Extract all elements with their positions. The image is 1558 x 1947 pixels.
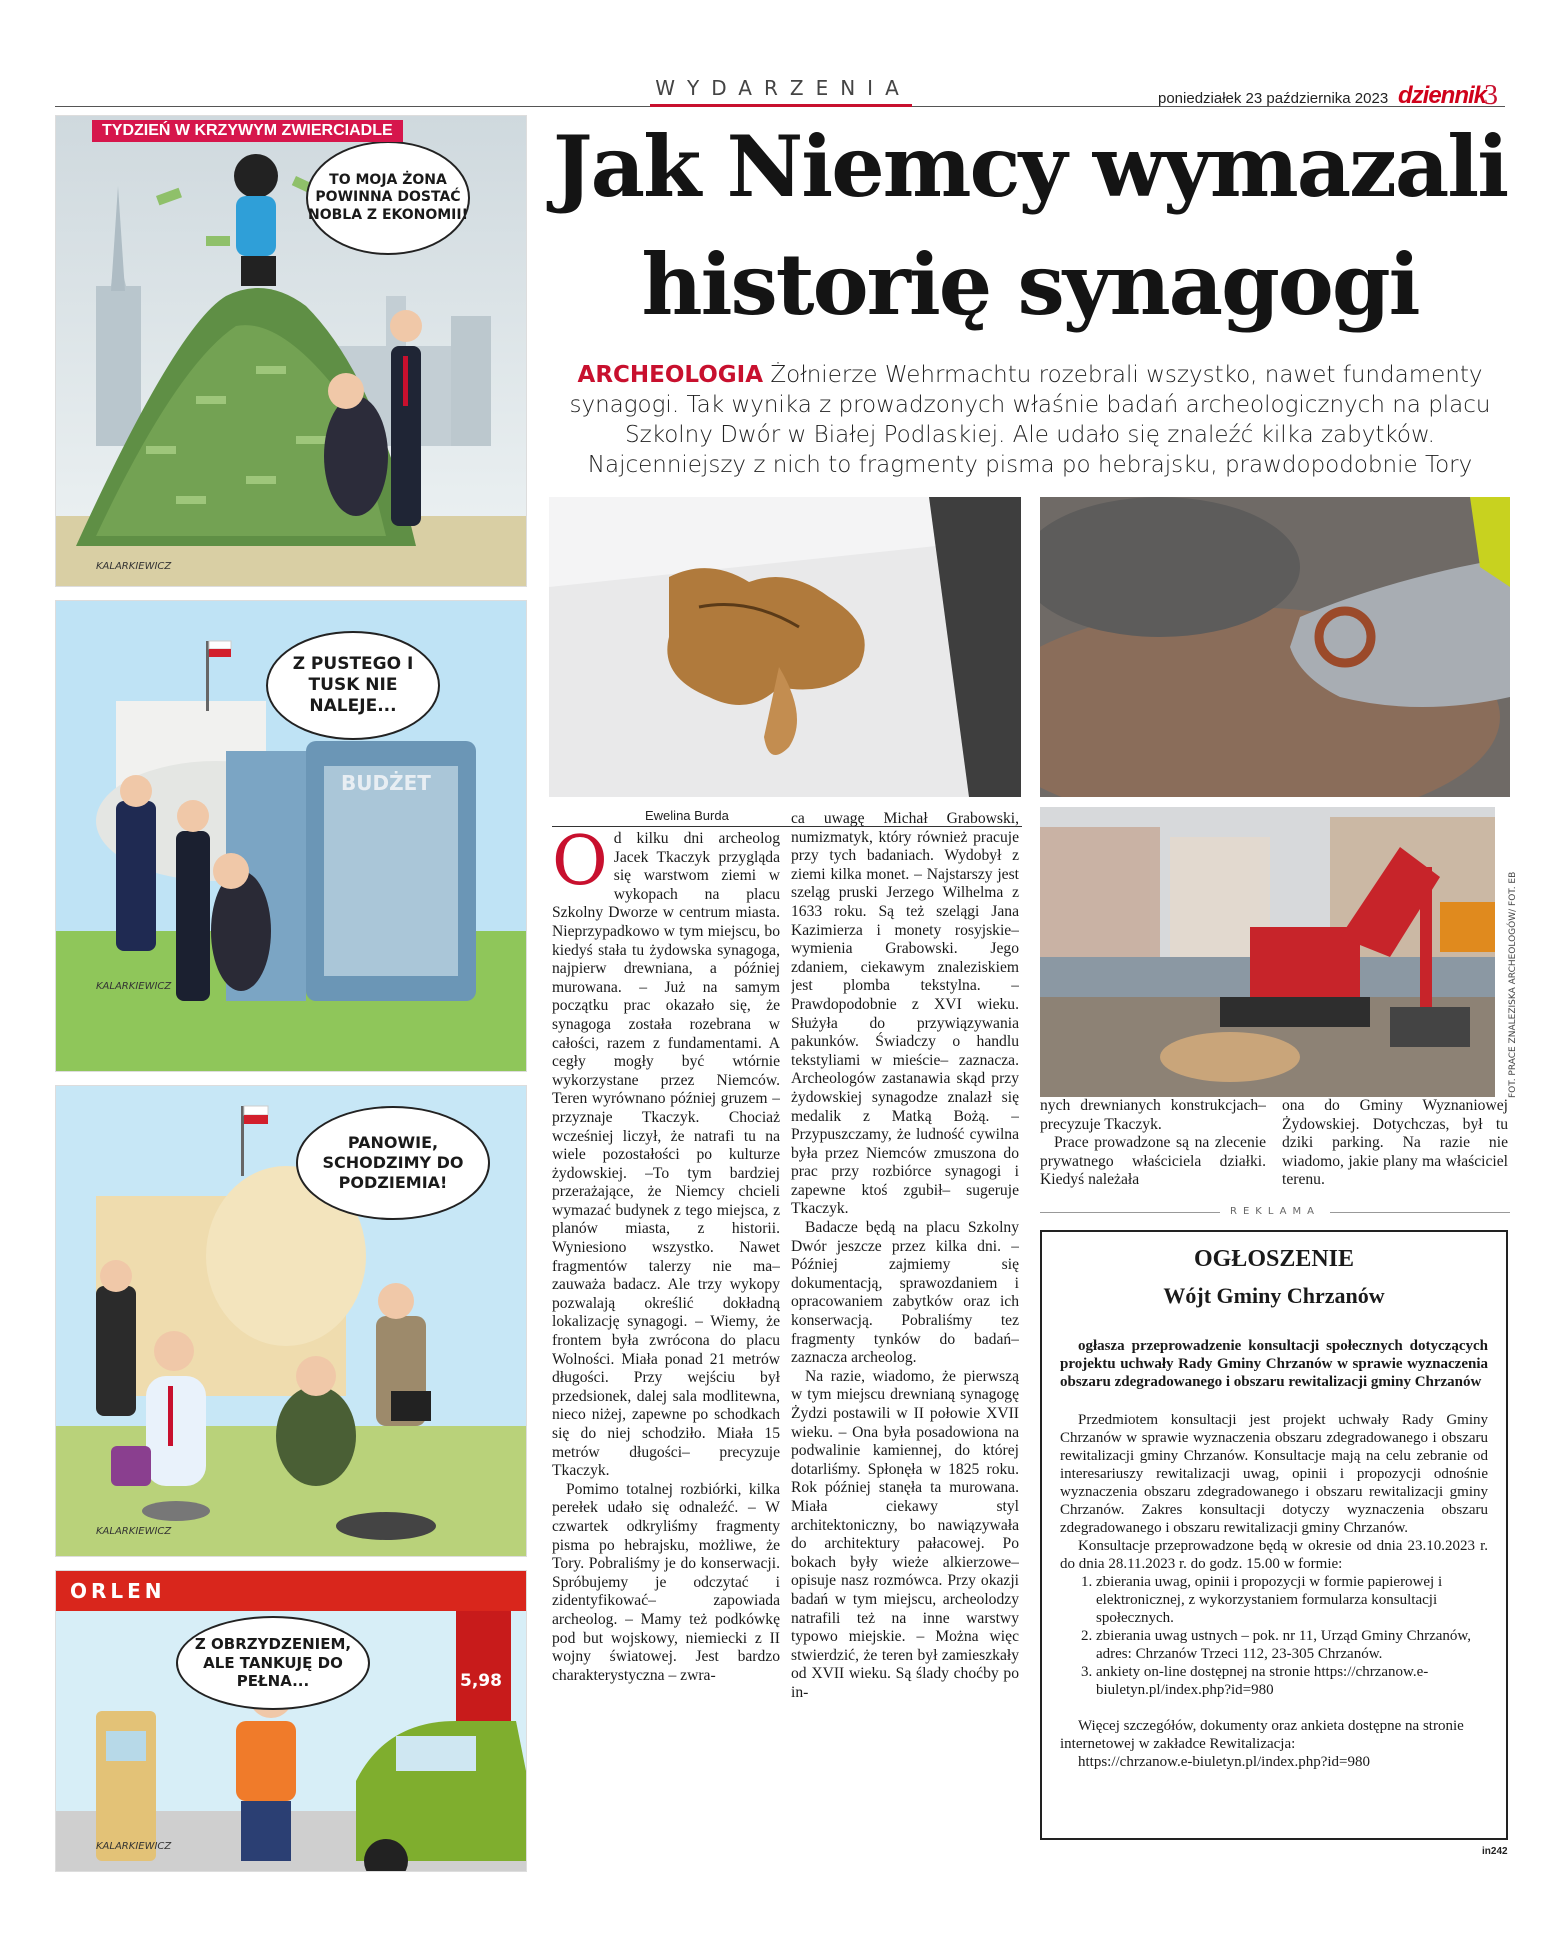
ad-list-item: 2. zbierania uwag ustnych – pok. nr 11, Urząd Gminy Chrzanów, adres: Chrzanów Trzeci 112, 23-305 Chrzanów. (1096, 1627, 1488, 1663)
article-paragraph: nych drewnianych konstrukcjach– precyzuje Tkaczyk. (1040, 1097, 1266, 1133)
ad-code: in242 (1482, 1846, 1508, 1857)
lead-text: Żołnierze Wehrmachtu rozebrali wszystko, nawet fundamenty synagogi. Tak wynika z prowadzonych właśnie badań archeologicznych na placu Szkolny Dwór w Białej Podlaskiej. Ale udało się znaleźć kilka zabytków. Najcenniejszy z nich to fragmenty pisma po hebrajsku, prawdopodobnie Tory (569, 362, 1491, 478)
photo-credit: FOT. PRACE ZNALEZISKA ARCHEOLOGÓW/ FOT. EB (1508, 871, 1518, 1098)
section-label: WYDARZENIA (655, 76, 911, 100)
ad-list-item: 3. ankiety on-line dostępnej na stronie https://chrzanow.e-biuletyn.pl/index.php?id=980 (1096, 1663, 1488, 1699)
speech-bubble: TO MOJA ŻONA POWINNA DOSTAĆ NOBLA Z EKONOMII! (306, 141, 470, 255)
article-column-3 (1040, 1097, 1266, 1197)
ad-label-text: REKLAMA (1220, 1206, 1330, 1217)
section-underline (650, 104, 912, 107)
photo-excavator-site (1040, 807, 1495, 1097)
cartoon-series-title: TYDZIEŃ W KRZYWYM ZWIERCIADLE (92, 120, 403, 142)
speech-bubble: Z OBRZYDZENIEM, ALE TANKUJĘ DO PEŁNA... (176, 1616, 370, 1710)
article-headline: Jak Niemcy wymazali historię synagogi (552, 117, 1508, 334)
public-notice-ad (1040, 1230, 1508, 1840)
drop-cap: O (552, 830, 608, 901)
orlen-brand-sign: ORLEN (70, 1579, 166, 1603)
article-column-4 (1282, 1097, 1508, 1197)
newspaper-logo: dziennik (1398, 82, 1487, 109)
article-paragraph: Na razie, wiadomo, że pierwszą w tym miejscu drewnianą synagogę Żydzi postawili w II połowie XVII wieku. – Ona była posadowiona na podwalinie kamiennej, do której dotarliśmy. Spłonęła w 1825 roku. Rok później stanęła ta murowana. Miała ciekawy styl architektoniczny, bo nawiązywała do architektury pałacowej. Po bokach były wieże alkierzowe– opisuje nasz rozmówca. Przy okazji badań w tym miejscu, archeolodzy natrafili też na inne warstwy typowo miejskie. – Można więc stwierdzić, że teren był zamieszkały od XVII wieku. Są ślady choćby po in- (791, 1367, 1019, 1701)
ad-intro: ogłasza przeprowadzenie konsultacji społecznych dotyczących projektu uchwały Rady Gminy Chrzanów w sprawie wyznaczenia obszaru zdegradowanego i obszaru rewitalizacji gminy Chrzanów (1060, 1338, 1488, 1390)
article-lead (548, 360, 1512, 480)
cartoon-panel-4 (55, 1570, 527, 1872)
cartoon-panel-2 (55, 600, 527, 1072)
cartoonist-signature: KALARKIEWICZ (96, 1841, 172, 1852)
page-number: 3 (1484, 80, 1498, 111)
article-paragraph: d kilku dni archeolog Jacek Tkaczyk przygląda się warstwom ziemi w wykopach na placu Szkolny Dworze w centrum miasta. Nieprzypadkowo w tym miejscu, bo kiedyś stała tu żydowska synagoga, najpierw drewniana, a później murowana. – Już na samym początku prac okazało się, że synagoga została rozebrana w całości, razem z fundamentami. A cegły mogły być wtórnie wykorzystane przez Niemców. Teren wyrównano później gruzem – przyznaje Tkaczyk. Chociaż wcześniej liczył, że natrafi tu na wiele pozostałości po kulturze żydowskiej. –To tym bardziej przerażające, że Niemcy chcieli wymazać budynek z tego miejsca, z planów miasta, z historii. Wyniesiono wszystko. Nawet fragmentów talerzy nie ma– zauważa badacz. Ale trzy wykopy pozwalają określić dokładną lokalizację synagogi. – Wiemy, że frontem była zwrócona do placu Wolności. Miała ponad 21 metrów długości. Przy wejściu był przedsionek, dalej sala modlitewna, nieco niżej, zapewne po schodkach się do niej schodziło. Miała 15 metrów długości– precyzuje Tkaczyk. (552, 830, 780, 1480)
photo-hebrew-fragments (549, 497, 1021, 797)
article-column-2 (791, 810, 1019, 1875)
cartoon-panel-1 (55, 115, 527, 587)
ad-body: Przedmiotem konsultacji jest projekt uchwały Rady Gminy Chrzanów w sprawie wyznaczenia obszaru zdegradowanego i obszaru rewitalizacji gminy Chrzanów. Konsultacje mają na celu zebranie od interesariuszy rewitalizacji uwag, opinii i propozycji odnośnie wyznaczenia obszaru zdegradowanego i obszaru rewitalizacji gminy Chrzanów. Zakres konsultacji dotyczy wyznaczenia obszaru zdegradowanego i obszaru rewitalizacji gminy Chrzanów. (1060, 1412, 1488, 1536)
speech-bubble: Z PUSTEGO I TUSK NIE NALEJE... (266, 631, 440, 740)
article-paragraph: Pomimo totalnej rozbiórki, kilka perełek udało się odnaleźć. – W czwartek odkryliśmy fragmenty pisma po hebrajsku, możliwe, że Tory. Pobraliśmy je do konserwacji. Spróbujemy je odczytać i zidentyfikować– zapowiada archeolog. – Mamy też podkówkę pod but wojskowy, niemiecki z II wojny światowej. Jest bardzo charakterystyczna – zwra- (552, 1480, 780, 1684)
ad-title: OGŁOSZENIE (1193, 1246, 1355, 1272)
article-paragraph: Badacze będą na placu Szkolny Dwór jeszcze przez kilka dni. – Później zajmiemy się dokumentacją, sprawozdaniem i opracowaniem zabytków oraz ich konserwacją. Pobraliśmy tez fragmenty tynków do badań– zaznacza archeolog. (791, 1219, 1019, 1367)
lead-kicker: ARCHEOLOGIA (577, 362, 764, 388)
article-paragraph: ca uwagę Michał Grabowski, numizmatyk, który również pracuje przy tych badaniach. Wydobył z ziemi kilka monet. – Najstarszy jest szeląg pruski Jerzego Wilhelma z 1633 roku. Są też szelągi Jana Kazimierza i monety rosyjskie– wymienia Grabowski. Jego zdaniem, ciekawym znaleziskiem jest plomba tekstylna. – Prawdopodobnie z XVI wieku. Służyła do przywiązywania pakunków. Świadczy o handlu tekstyliami w mieście– zaznacza. Archeologów zastanawia skąd przy żydowskiej synagodze znalazł się medalik z Matką Bożą. – Przypuszczamy, że ludność cywilna była przez Niemców zmuszona do prac przy rozbiórce synagogi i zapewne ktoś zgubił– sugeruje Tkaczyk. (791, 810, 1019, 1218)
fuel-price: 5,98 (460, 1671, 502, 1691)
article-column-1 (552, 830, 780, 1875)
cartoonist-signature: KALARKIEWICZ (96, 981, 172, 992)
ad-subtitle: Wójt Gminy Chrzanów (1163, 1283, 1385, 1308)
ad-label (1040, 1206, 1510, 1217)
speech-bubble: PANOWIE, SCHODZIMY DO PODZIEMIA! (296, 1106, 490, 1220)
ad-url-link[interactable]: https://chrzanow.e-biuletyn.pl/index.php?id=980 (1078, 1754, 1371, 1770)
cartoonist-signature: KALARKIEWICZ (96, 561, 172, 572)
ad-list-item: 1. zbierania uwag, opinii i propozycji w formie papierowej i elektronicznej, z wykorzystaniem formularza konsultacji społecznych. (1096, 1573, 1488, 1627)
safe-label: BUDŻET (341, 771, 431, 795)
photo-horseshoe-in-hand (1040, 497, 1510, 797)
cartoonist-signature: KALARKIEWICZ (96, 1526, 172, 1537)
ad-body: Konsultacje przeprowadzone będą w okresie od dnia 23.10.2023 r. do dnia 28.11.2023 r. do godz. 15.00 w formie: (1060, 1538, 1488, 1572)
cartoon-panel-3 (55, 1085, 527, 1557)
ad-list (1082, 1573, 1488, 1699)
author-byline: Ewelina Burda (645, 808, 729, 823)
ad-more-info: Więcej szczegółów, dokumenty oraz ankieta dostępne na stronie internetowej w zakładce Rewitalizacja: (1060, 1718, 1464, 1752)
article-paragraph: Prace prowadzone są na zlecenie prywatnego właściciela działki. Kiedyś należała (1040, 1134, 1266, 1189)
issue-date: poniedziałek 23 października 2023 (1158, 90, 1389, 107)
article-paragraph: ona do Gminy Wyznaniowej Żydowskiej. Dotychczas, był tu dziki parking. Na razie nie wiadomo, jakie plany ma właściciel terenu. (1282, 1097, 1508, 1189)
